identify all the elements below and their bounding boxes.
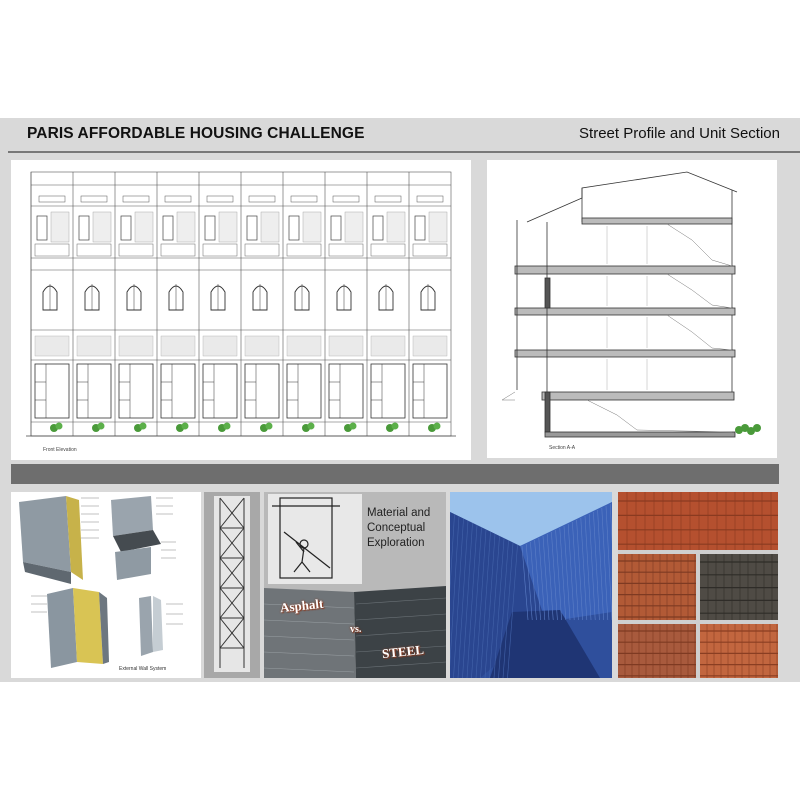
- elevation-svg: [11, 160, 471, 460]
- material-heading-line-1: Material and: [367, 507, 431, 519]
- wall-system-caption: External Wall System: [119, 666, 167, 672]
- asphalt-label: Asphalt: [279, 595, 324, 616]
- metal-roof-photo: [450, 492, 612, 678]
- section-divider-bar: [11, 464, 779, 484]
- roof-tiles-photos: [618, 492, 778, 678]
- roof-svg: [450, 492, 612, 678]
- front-elevation-drawing: [11, 160, 471, 460]
- wall-system-svg: [11, 492, 201, 678]
- tiles-svg: [618, 492, 778, 678]
- material-heading-line-3: Exploration: [367, 537, 425, 549]
- section-svg: [487, 160, 777, 458]
- steel-label: STEEL: [381, 641, 425, 662]
- material-exploration-panel: [264, 492, 446, 678]
- elevation-bays: [31, 172, 447, 436]
- title-underline: [8, 151, 800, 153]
- vs-label: vs.: [350, 624, 362, 635]
- board-subtitle: Street Profile and Unit Section: [579, 125, 780, 142]
- front-elevation-label: Front Elevation: [43, 447, 77, 453]
- material-heading: [367, 506, 430, 551]
- board-title: PARIS AFFORDABLE HOUSING CHALLENGE: [27, 125, 365, 142]
- section-label: Section A-A: [549, 445, 576, 451]
- material-heading-line-2: Conceptual: [367, 522, 426, 534]
- structural-sketch: [204, 492, 260, 678]
- shrub-icon: [735, 424, 761, 435]
- unit-section-drawing: [487, 160, 777, 458]
- sketch-svg: [204, 492, 260, 678]
- wall-system-diagram: [11, 492, 201, 678]
